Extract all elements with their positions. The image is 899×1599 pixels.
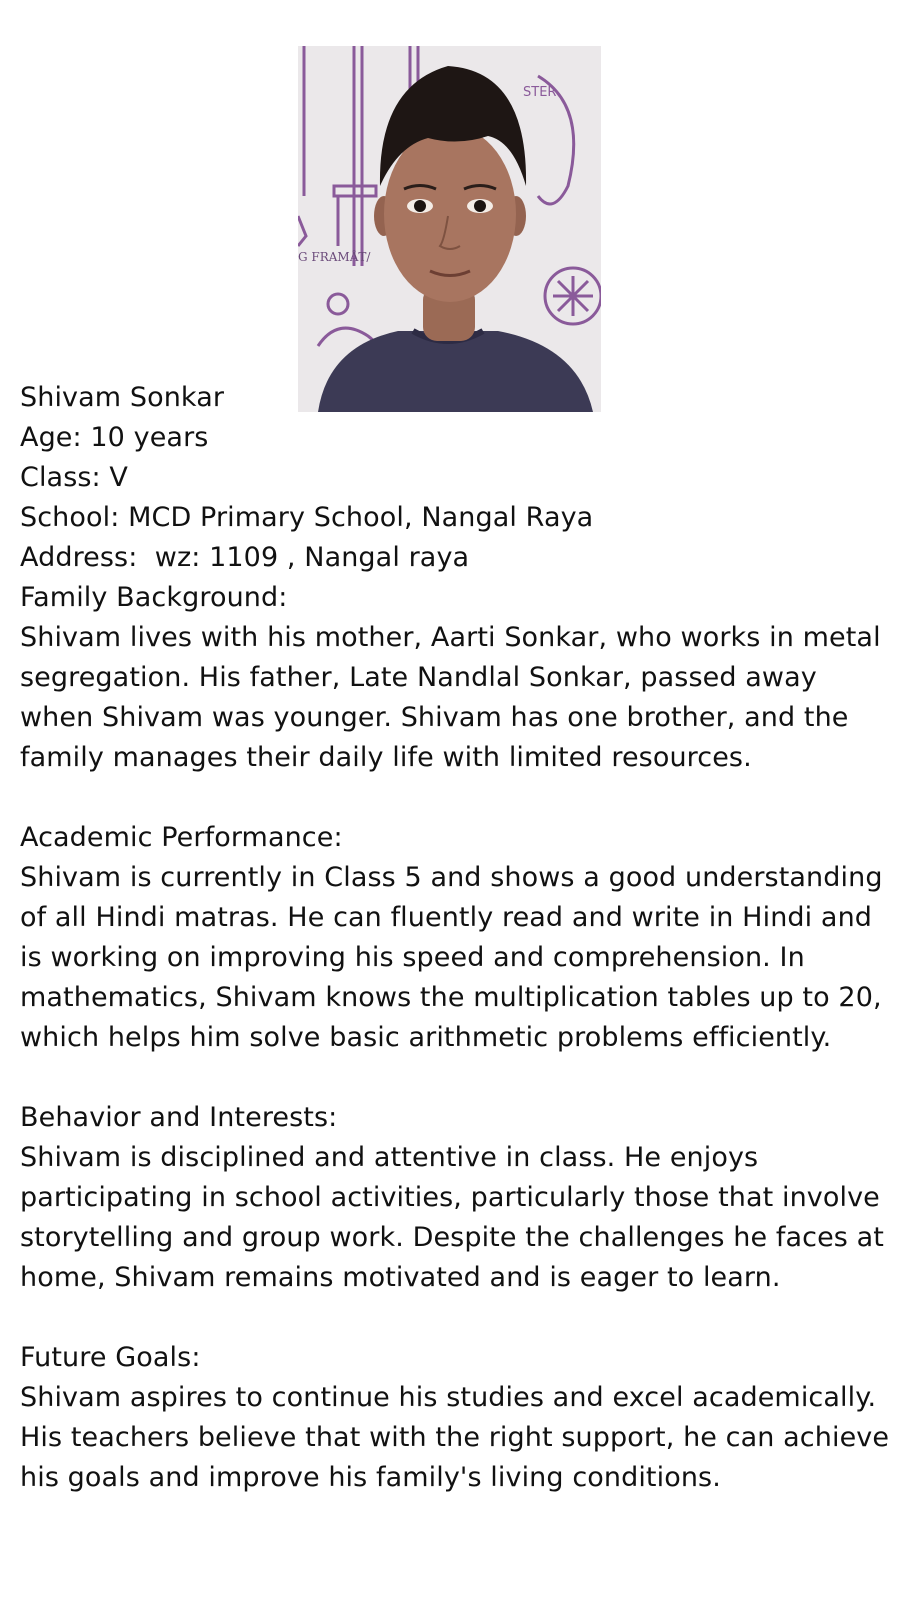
student-school: School: MCD Primary School, Nangal Raya	[20, 502, 594, 533]
section-spacer	[20, 778, 890, 818]
section-spacer	[20, 1058, 890, 1098]
academic-performance-text: Shivam is currently in Class 5 and shows a good understanding of all Hindi matras. He can fluently read and write in Hindi and is working on improving his speed and comprehension. In mathematics, Shivam knows the multiplication tables up to 20, which helps him solve basic arithmetic problems efficiently.	[20, 862, 883, 1053]
behavior-interests-text: Shivam is disciplined and attentive in class. He enjoys participating in school activities, particularly those that involve storytelling and group work. Despite the challenges he faces at home, Shivam remains motivated and is eager to learn.	[20, 1142, 884, 1293]
family-background-heading: Family Background:	[20, 582, 288, 613]
behavior-interests-heading: Behavior and Interests:	[20, 1102, 338, 1133]
section-spacer	[20, 1298, 890, 1338]
student-class: Class: V	[20, 462, 128, 493]
photo-wall-text-ster: STER	[523, 85, 557, 100]
future-goals-text: Shivam aspires to continue his studies and excel academically. His teachers believe that with the right support, he can achieve his goals and improve his family's living conditions.	[20, 1382, 890, 1493]
photo-wall-text-framat: G FRAMÅT/	[298, 250, 371, 264]
student-address: Address: wz: 1109 , Nangal raya	[20, 542, 470, 573]
academic-performance-heading: Academic Performance:	[20, 822, 343, 853]
future-goals-heading: Future Goals:	[20, 1342, 201, 1373]
student-age: Age: 10 years	[20, 422, 209, 453]
student-name: Shivam Sonkar	[20, 382, 225, 413]
student-profile-text	[20, 378, 890, 1498]
student-photo	[298, 46, 601, 412]
family-background-text: Shivam lives with his mother, Aarti Sonkar, who works in metal segregation. His father, Late Nandlal Sonkar, passed away when Shivam was younger. Shivam has one brother, and the family manages their daily life with limited resources.	[20, 622, 881, 773]
